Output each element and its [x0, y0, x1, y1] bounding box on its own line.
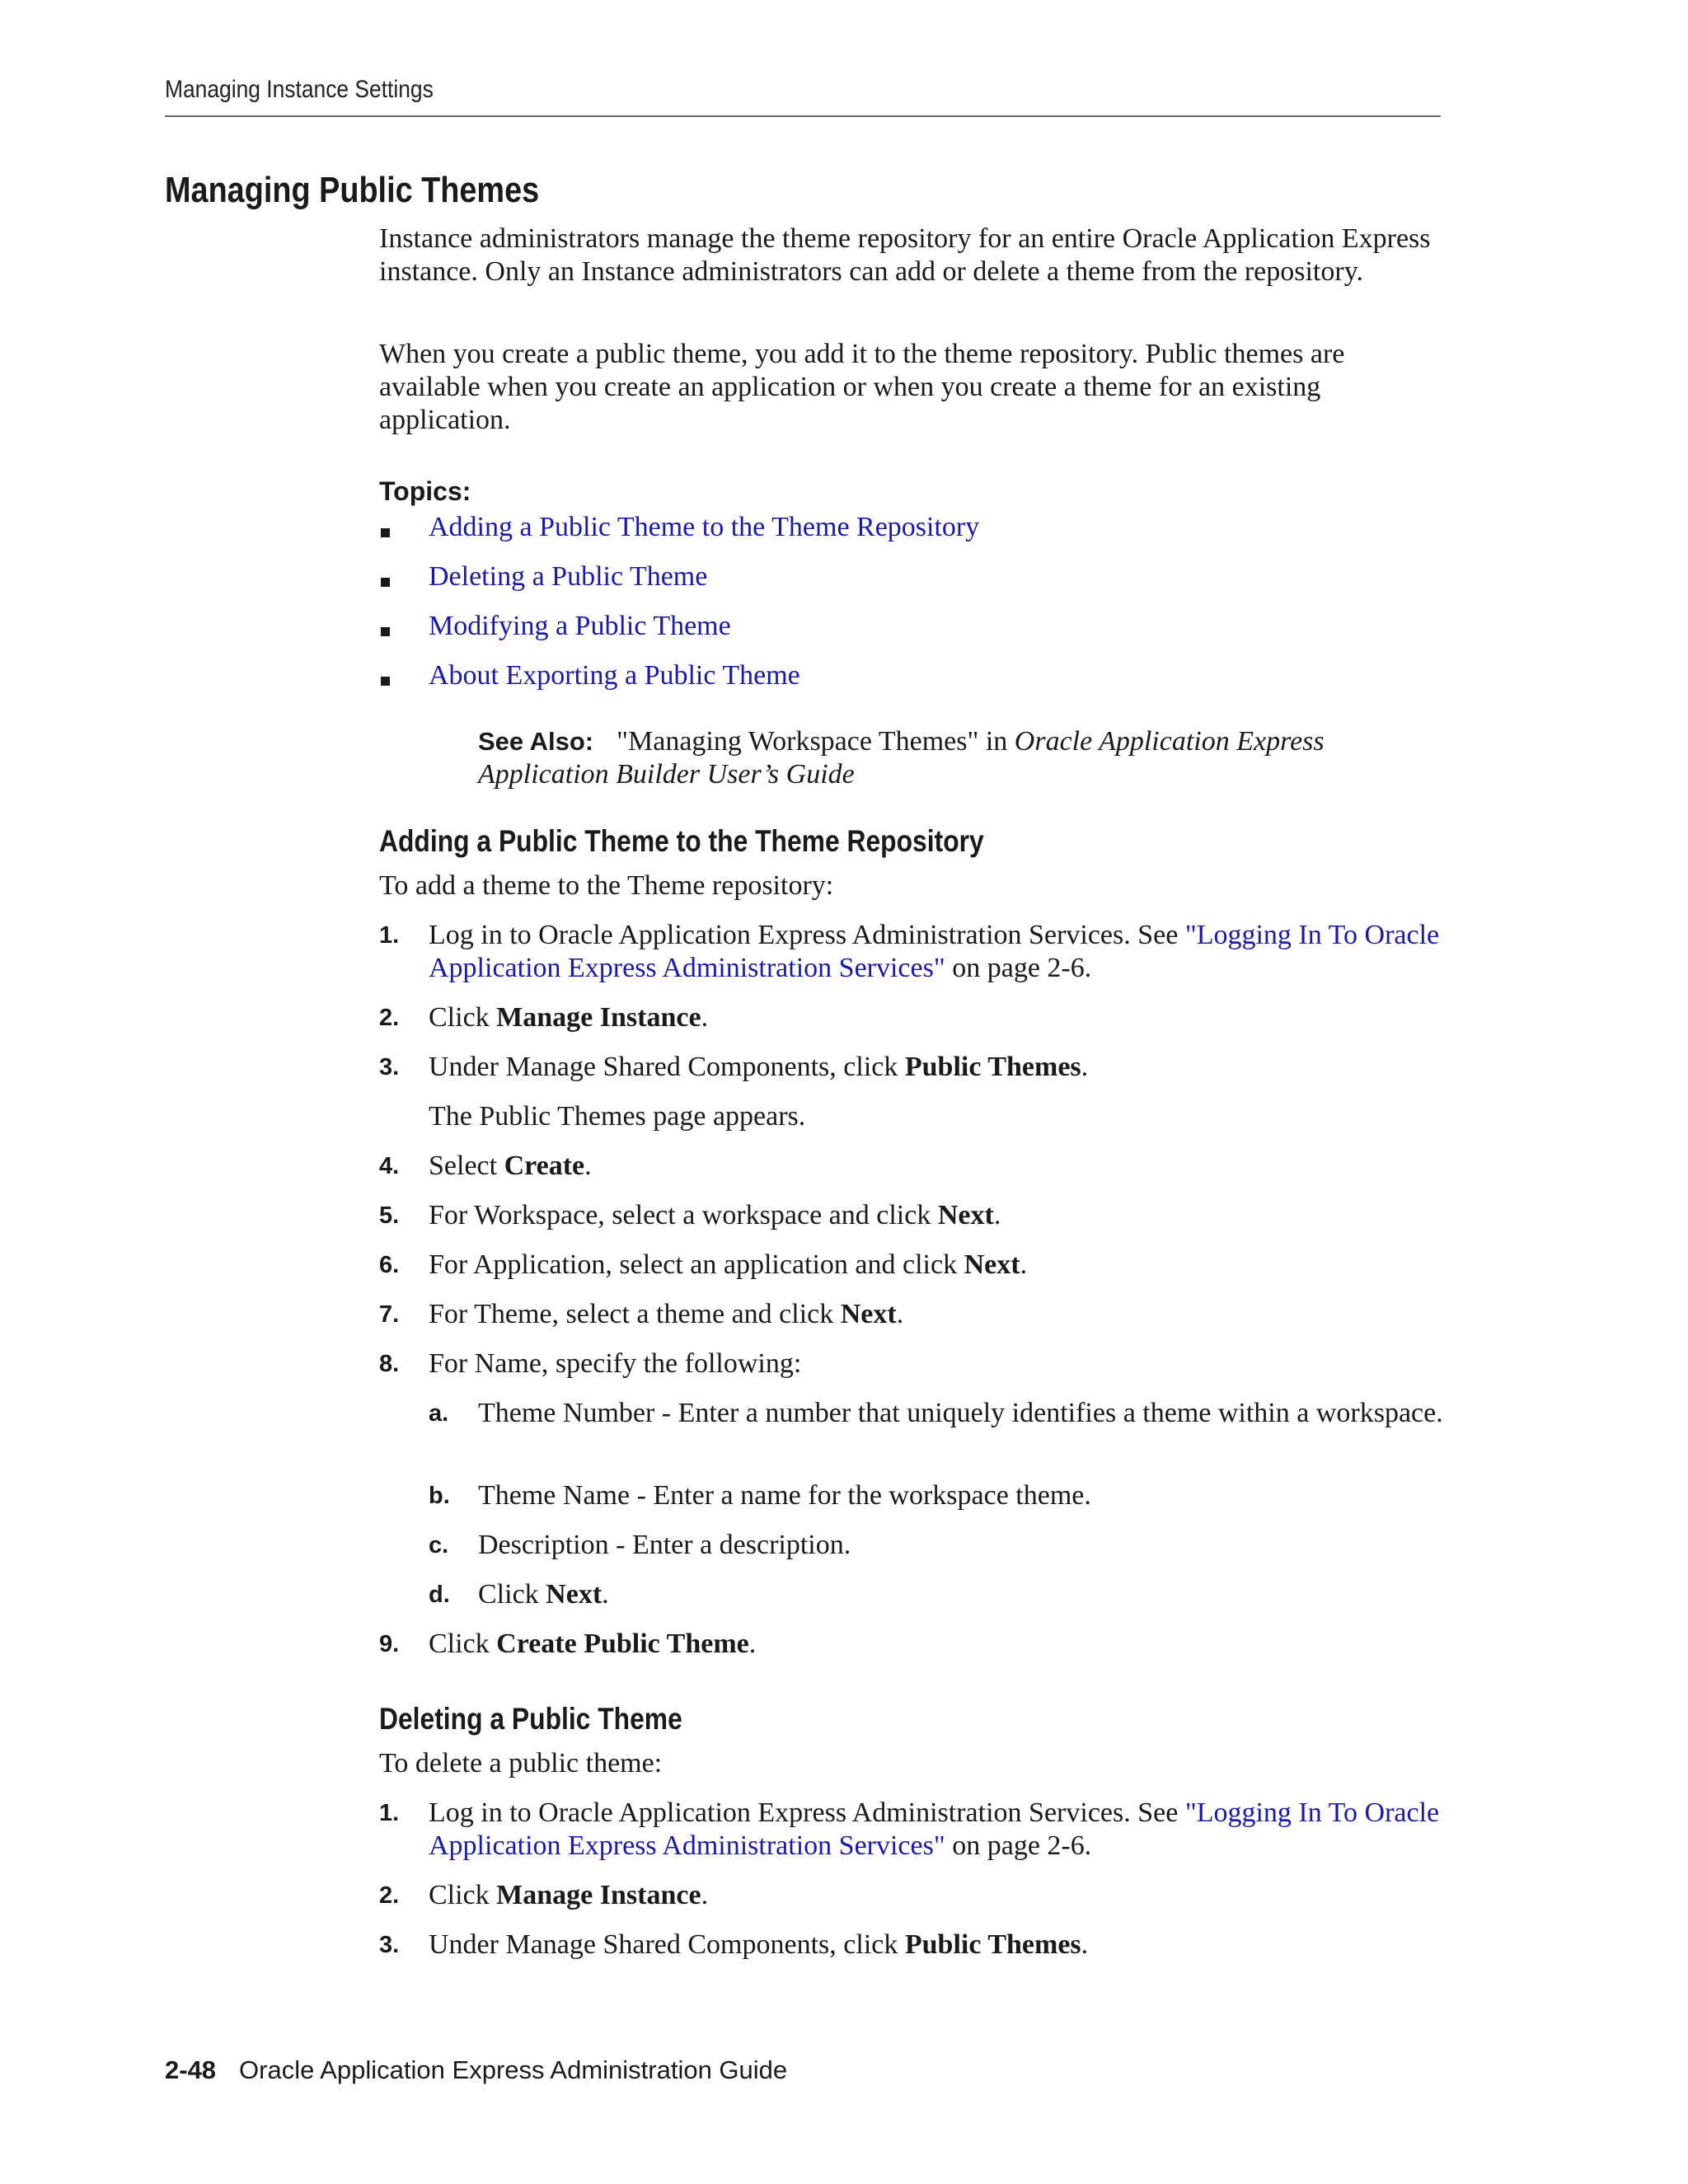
- page-title: Managing Public Themes: [165, 170, 540, 210]
- topics-label: Topics:: [379, 476, 471, 506]
- step-number: 5.: [379, 1202, 400, 1229]
- step-text: Click Manage Instance.: [429, 1880, 709, 1910]
- see-also-note: [478, 725, 1385, 791]
- page-footer: [165, 2055, 787, 2085]
- step-text: Log in to Oracle Application Express Administration Services. See "Logging In To Oracle Application Express Administration Services" on page 2-6.: [429, 1797, 1440, 1861]
- intro-paragraph-1: Instance administrators manage the theme repository for an entire Oracle Application Express instance. Only an Instance administrators can add or delete a theme from the repository.: [379, 223, 1431, 287]
- step-number: 1.: [379, 1800, 400, 1826]
- logging-in-link[interactable]: "Logging In To Oracle Application Express Administration Services": [429, 920, 1440, 983]
- topic-link-adding[interactable]: Adding a Public Theme to the Theme Repository: [429, 512, 980, 542]
- step-text: Click Create Public Theme.: [429, 1629, 757, 1659]
- section-intro-adding: To add a theme to the Theme repository:: [379, 870, 834, 901]
- substep-letter: c.: [429, 1532, 449, 1558]
- step-note: The Public Themes page appears.: [429, 1101, 806, 1132]
- substep-text: Theme Number - Enter a number that uniquely identifies a theme within a workspace.: [478, 1398, 1443, 1428]
- topic-link-deleting[interactable]: Deleting a Public Theme: [429, 561, 708, 592]
- section-heading-deleting: Deleting a Public Theme: [379, 1702, 682, 1736]
- bullet-icon: [381, 578, 390, 587]
- intro-paragraph-2: When you create a public theme, you add it to the theme repository. Public themes are available when you create an application or when you create a theme for an existing application.: [379, 339, 1345, 435]
- running-head: Managing Instance Settings: [165, 76, 434, 103]
- substep-text: Description - Enter a description.: [478, 1530, 851, 1560]
- bullet-icon: [381, 627, 390, 636]
- topic-link-modifying[interactable]: Modifying a Public Theme: [429, 611, 731, 641]
- step-text: Under Manage Shared Components, click Public Themes.: [429, 1929, 1089, 1960]
- step-number: 9.: [379, 1631, 400, 1657]
- section-heading-adding: Adding a Public Theme to the Theme Repository: [379, 824, 984, 858]
- page-number: 2-48: [165, 2055, 217, 2084]
- see-also-text: "Managing Workspace Themes" in: [617, 726, 1015, 757]
- step-text: For Theme, select a theme and click Next.: [429, 1299, 904, 1329]
- step-text: For Application, select an application and click Next.: [429, 1249, 1028, 1280]
- step-text: Click Manage Instance.: [429, 1002, 709, 1033]
- substep-letter: b.: [429, 1483, 450, 1509]
- step-text: Log in to Oracle Application Express Administration Services. See "Logging In To Oracle Application Express Administration Services" on page 2-6.: [429, 920, 1440, 983]
- step-text: For Name, specify the following:: [429, 1348, 802, 1379]
- substep-text: Theme Name - Enter a name for the workspace theme.: [478, 1480, 1091, 1511]
- topic-link-exporting[interactable]: About Exporting a Public Theme: [429, 660, 800, 691]
- see-also-book-title: Oracle Application Express Application Builder User’s Guide: [478, 726, 1325, 790]
- book-title: Oracle Application Express Administration Guide: [239, 2055, 788, 2084]
- step-number: 2.: [379, 1882, 400, 1909]
- see-also-label: See Also:: [478, 727, 594, 756]
- substep-letter: a.: [429, 1400, 449, 1427]
- step-number: 1.: [379, 922, 400, 949]
- step-number: 6.: [379, 1252, 400, 1278]
- step-number: 3.: [379, 1932, 400, 1958]
- step-text: For Workspace, select a workspace and click Next.: [429, 1200, 1001, 1230]
- step-text: Select Create.: [429, 1151, 592, 1181]
- step-number: 2.: [379, 1005, 400, 1031]
- logging-in-link[interactable]: "Logging In To Oracle Application Express Administration Services": [429, 1797, 1440, 1861]
- step-number: 3.: [379, 1054, 400, 1080]
- step-number: 4.: [379, 1153, 400, 1179]
- step-text: Under Manage Shared Components, click Public Themes.: [429, 1052, 1089, 1082]
- substep-letter: d.: [429, 1582, 450, 1608]
- header-rule: [165, 115, 1441, 117]
- bullet-icon: [381, 528, 390, 537]
- bullet-icon: [381, 677, 390, 686]
- section-intro-deleting: To delete a public theme:: [379, 1748, 663, 1779]
- substep-text: Click Next.: [478, 1579, 609, 1610]
- step-number: 8.: [379, 1351, 400, 1377]
- step-number: 7.: [379, 1301, 400, 1328]
